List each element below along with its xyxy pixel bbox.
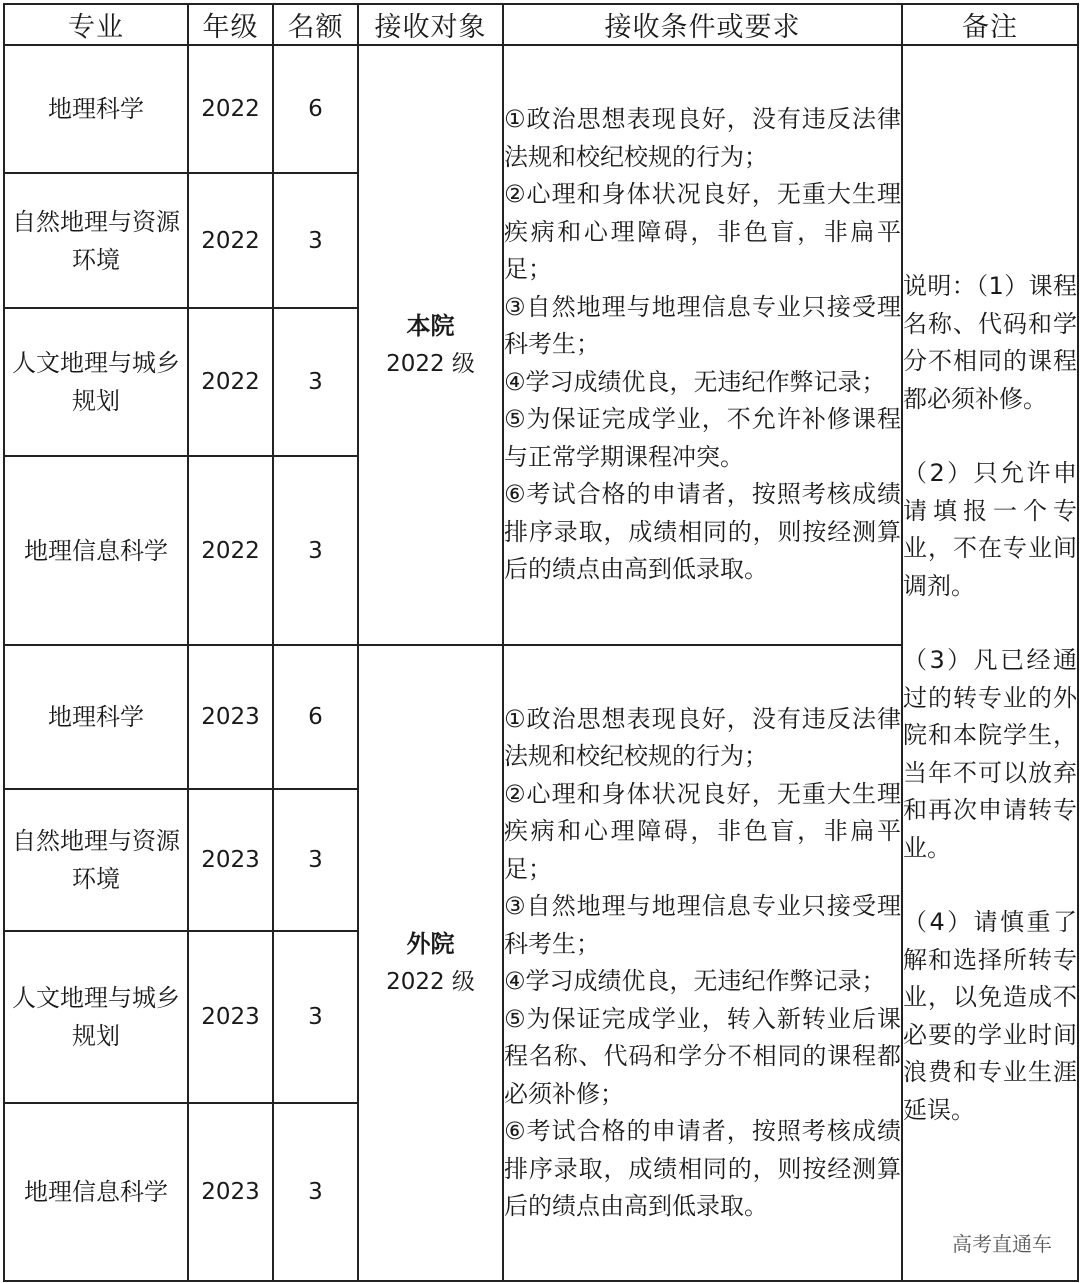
year-cell: 2023 bbox=[188, 789, 273, 931]
major-cell: 地理科学 bbox=[4, 645, 188, 789]
year-cell: 2023 bbox=[188, 931, 273, 1103]
year-cell: 2022 bbox=[188, 456, 273, 645]
condition-item: ③自然地理与地理信息专业只接受理科考生； bbox=[504, 892, 901, 958]
header-quota: 名额 bbox=[273, 4, 358, 45]
major-cell: 地理科学 bbox=[4, 45, 188, 173]
header-major: 专业 bbox=[4, 4, 188, 45]
condition-item: ⑥考试合格的申请者，按照考核成绩排序录取，成绩相同的，则按经测算后的绩点由高到低录取。 bbox=[504, 480, 901, 584]
condition-item: ⑤为保证完成学业，转入新转业后课程名称、代码和学分不相同的课程都必须补修； bbox=[504, 1004, 901, 1108]
quota-cell: 3 bbox=[273, 1103, 358, 1281]
header-notes: 备注 bbox=[902, 4, 1078, 45]
target-name: 外院 bbox=[406, 930, 455, 958]
notes-cell bbox=[902, 45, 1078, 1281]
conditions-cell bbox=[503, 45, 902, 645]
target-name: 本院 bbox=[406, 312, 455, 340]
condition-item: ①政治思想表现良好，没有违反法律法规和校纪校规的行为； bbox=[504, 105, 901, 171]
condition-item: ③自然地理与地理信息专业只接受理科考生； bbox=[504, 292, 901, 359]
note-paragraph: （4）请慎重了解和选择所转专业，以免造成不必要的学业时间浪费和专业生涯延误。 bbox=[903, 908, 1077, 1124]
year-cell: 2022 bbox=[188, 173, 273, 308]
major-cell: 地理信息科学 bbox=[4, 456, 188, 645]
transfer-quota-table bbox=[3, 3, 1079, 1282]
condition-item: ②心理和身体状况良好，无重大生理疾病和心理障碍，非色盲，非扁平足； bbox=[504, 779, 901, 883]
year-cell: 2022 bbox=[188, 45, 273, 173]
quota-cell: 6 bbox=[273, 45, 358, 173]
target-level: 2022 级 bbox=[386, 351, 475, 377]
quota-cell: 3 bbox=[273, 456, 358, 645]
table-row bbox=[4, 45, 1078, 173]
target-level: 2022 级 bbox=[386, 969, 475, 995]
major-cell: 人文地理与城乡规划 bbox=[4, 308, 188, 456]
condition-item: ⑤为保证完成学业，不允许补修课程与正常学期课程冲突。 bbox=[504, 405, 901, 471]
quota-cell: 3 bbox=[273, 308, 358, 456]
quota-cell: 3 bbox=[273, 931, 358, 1103]
header-year: 年级 bbox=[188, 4, 273, 45]
condition-item: ①政治思想表现良好，没有违反法律法规和校纪校规的行为； bbox=[504, 704, 901, 770]
header-row bbox=[4, 4, 1078, 45]
condition-item: ④学习成绩优良，无违纪作弊记录； bbox=[504, 967, 886, 995]
target-cell bbox=[358, 45, 503, 645]
year-cell: 2023 bbox=[188, 645, 273, 789]
note-paragraph: （3）凡已经通过的转专业的外院和本院学生，当年不可以放弃和再次申请转专业。 bbox=[903, 646, 1077, 862]
watermark: 高考直通车 bbox=[952, 1232, 1052, 1256]
major-cell: 自然地理与资源环境 bbox=[4, 789, 188, 931]
major-cell: 人文地理与城乡规划 bbox=[4, 931, 188, 1103]
major-cell: 自然地理与资源环境 bbox=[4, 173, 188, 308]
year-cell: 2022 bbox=[188, 308, 273, 456]
year-cell: 2023 bbox=[188, 1103, 273, 1281]
condition-item: ⑥考试合格的申请者，按照考核成绩排序录取，成绩相同的，则按经测算后的绩点由高到低录取。 bbox=[504, 1117, 901, 1220]
major-cell: 地理信息科学 bbox=[4, 1103, 188, 1281]
note-paragraph: 说明：（1）课程名称、代码和学分不相同的课程都必须补修。 bbox=[903, 272, 1077, 413]
header-target: 接收对象 bbox=[358, 4, 503, 45]
quota-cell: 3 bbox=[273, 789, 358, 931]
condition-item: ②心理和身体状况良好，无重大生理疾病和心理障碍，非色盲，非扁平足； bbox=[504, 180, 901, 284]
note-paragraph: （2）只允许申请填报一个专业，不在专业间调剂。 bbox=[903, 459, 1077, 600]
condition-item: ④学习成绩优良，无违纪作弊记录； bbox=[504, 367, 886, 396]
target-cell bbox=[358, 645, 503, 1281]
header-conditions: 接收条件或要求 bbox=[503, 4, 902, 45]
quota-cell: 6 bbox=[273, 645, 358, 789]
quota-cell: 3 bbox=[273, 173, 358, 308]
conditions-cell bbox=[503, 645, 902, 1281]
